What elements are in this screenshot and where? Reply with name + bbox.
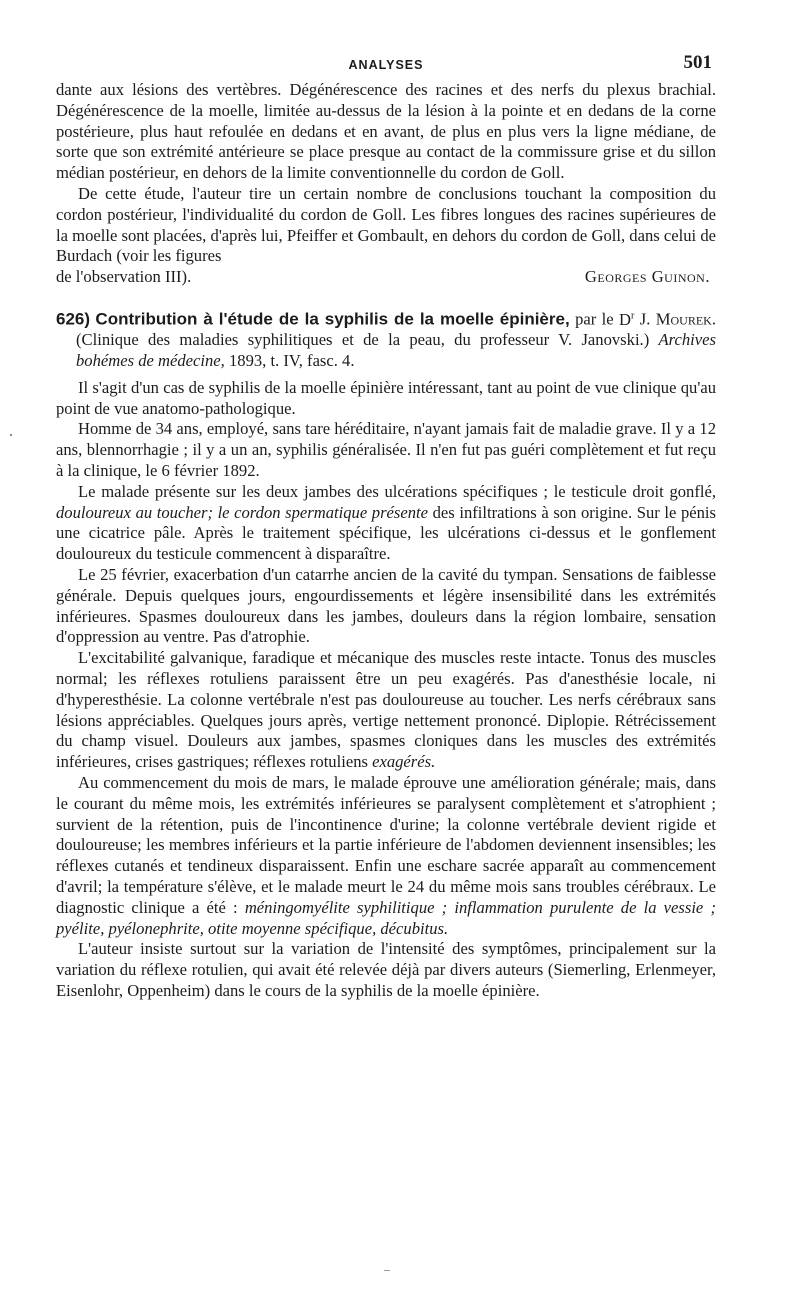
margin-dot bbox=[10, 434, 12, 436]
entry-dr: $D^r$ bbox=[619, 309, 635, 329]
paragraph-excitability: L'excitabilité galvanique, faradique et mécanique des muscles reste intacte. Tonus des muscles normal; les réflexes rotuliens paraissent être un peu exagérés. Pas d'anesthésie locale, ni d'hyperesthésie. La colonne vertébrale n'est pas douloureuse au toucher. Les nerfs cérébraux sans lésions appréciables. Quelques jours après, vertige nettement prononcé. Diplopie. Rétrécissement du champ visuel. Douleurs aux jambes, spasmes cloniques dans les muscles des extrémités inférieures, crises gastriques; réflexes rotuliens exagérés. bbox=[56, 648, 716, 772]
paragraph-conclusion: L'auteur insiste surtout sur la variation de l'intensité des symptômes, principalement sur la variation du réflexe rotulien, qui avait été relevée déjà par divers auteurs (Siemerling, Erlenmeyer, Eisenlohr, Oppenheim) dans le cours de la syphilis de la moelle épinière. bbox=[56, 939, 716, 1000]
paragraph-conclusions-end: de l'observation III). bbox=[56, 267, 192, 287]
page bbox=[56, 52, 716, 1002]
paragraph-march: Au commencement du mois de mars, le malade éprouve une amélioration générale; mais, dans le courant du même mois, les extrémités inférieures se paralysent complètement et s'atrophient ; survient de la rétention, puis de l'incontinence d'urine; la colonne vertébrale devient rigide et douloureuse; les membres inférieurs et la partie inférieure de l'abdomen deviennent insensibles; les réflexes cutanés et tendineux disparaissent. Enfin une eschare sacrée apparaît au commencement d'avril; la température s'élève, et le malade meurt le 24 du même mois sans troubles cérébraux. Le diagnostic clinique a été : méningomyélite syphilitique ; inflammation purulente de la vessie ; pyélite, pyélonephrite, otite moyenne spécifique, décubitus. bbox=[56, 773, 716, 938]
article-body bbox=[56, 378, 716, 1002]
paragraph-presentation: Le malade présente sur les deux jambes des ulcérations spécifiques ; le testicule droit gonflé, douloureux au toucher; le cordon spermatique présente des infiltrations à son origine. Sur le pénis une cicatrice pâle. Après le traitement spécifique, les ulcérations ci-dessus et le gonflement douloureux du testicule commencent à disparaître. bbox=[56, 481, 716, 564]
paragraph-vertebral-lesions: dante aux lésions des vertèbres. Dégénérescence des racines et des nerfs du plexus brachial. Dégénérescence de la moelle, limitée au-dessus de la lésion à la pointe et en dedans de la corne postérieure, plus haut refoulée en dedans et en avant, de plus en plus vers la ligne médiane, de sorte que son extrémité antérieure se place presque au contact de la commissure grise et du sillon médian postérieur, en dehors de la limite conventionnelle du cordon de Goll. bbox=[56, 80, 716, 183]
source-clinic: (Clinique des maladies syphilitiques et de la peau, du professeur V. Janovski.) bbox=[76, 330, 650, 350]
author-initial: J. bbox=[639, 309, 651, 329]
running-title: ANALYSES bbox=[348, 58, 424, 72]
bottom-mark bbox=[384, 1270, 390, 1271]
source-volume: 1893, t. IV, fasc. 4. bbox=[228, 351, 355, 371]
signature-line bbox=[56, 267, 716, 288]
entry-by: par le bbox=[575, 309, 614, 329]
entry-title: Contribution à l'étude de la syphilis de la moelle épinière, bbox=[95, 309, 570, 329]
entry-heading bbox=[56, 306, 716, 372]
entry-citation bbox=[56, 306, 716, 372]
paragraph-february: Le 25 février, exacerbation d'un catarrhe ancien de la cavité du tympan. Sensations de faiblesse générale. Depuis quelques jours, engourdissements et légère insensibilité dans les extrémités inférieures. Spasmes douloureux dans les jambes, douleurs dans la région lombaire, sensation d'oppression au ventre. Pas d'atrophie. bbox=[56, 565, 716, 647]
journal-title: Archives bohémes de médecine, bbox=[76, 330, 716, 371]
paragraph-case-intro: Il s'agit d'un cas de syphilis de la moelle épinière intéressant, tant au point de vue clinique qu'au point de vue anatomo-pathologique. bbox=[56, 377, 716, 418]
entry-number: 626) bbox=[56, 309, 91, 329]
author-signature: Georges Guinon. bbox=[584, 267, 710, 287]
paragraph-patient-history: Homme de 34 ans, employé, sans tare héréditaire, n'ayant jamais fait de maladie grave. Il y a 12 ans, blennorrhagie ; il y a un an, syphilis généralisée. Il n'en fut pas guéri complètement et fut reçu à la clinique, le 6 février 1892. bbox=[56, 419, 716, 481]
previous-entry-ending bbox=[56, 80, 716, 288]
author-name: Mourek. bbox=[655, 309, 716, 329]
running-header bbox=[56, 52, 716, 80]
paragraph-conclusions: De cette étude, l'auteur tire un certain nombre de conclusions touchant la composition du cordon postérieur, l'individualité du cordon de Goll. Les fibres longues des racines supérieures de la moelle sont placées, d'après lui, Pfeiffer et Gombault, en dehors du cordon de Goll, dans celui de Burdach (voir les figures bbox=[56, 183, 716, 266]
page-number: 501 bbox=[683, 52, 712, 73]
